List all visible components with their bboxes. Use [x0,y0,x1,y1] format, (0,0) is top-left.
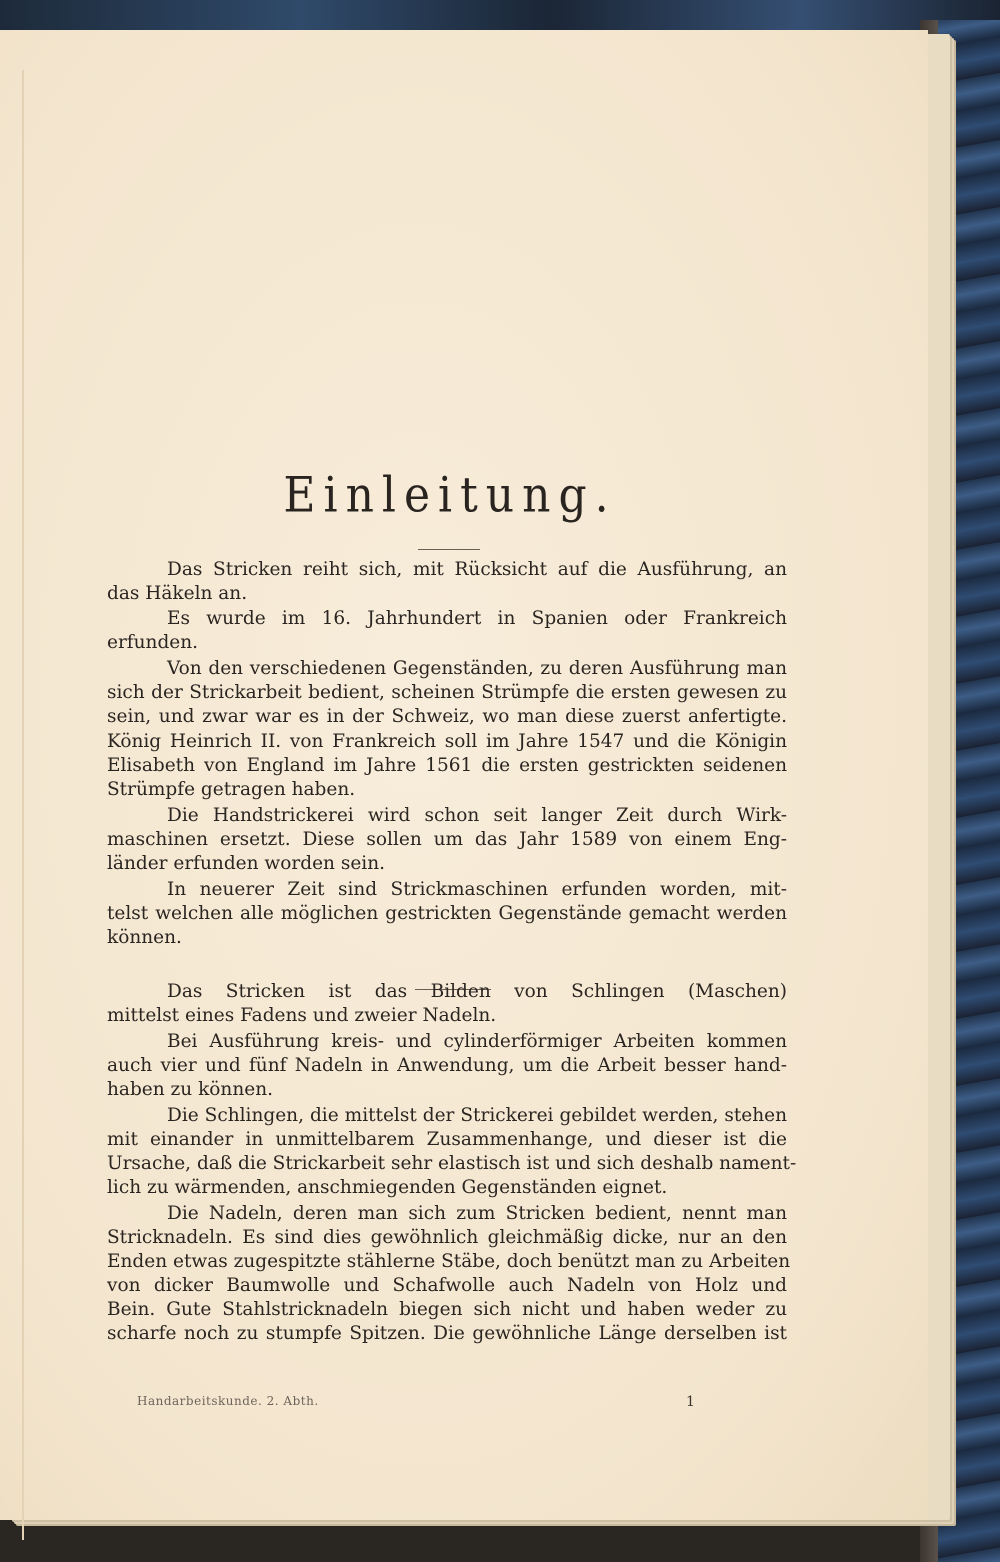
chapter-title: Einleitung. [283,467,617,524]
text-line: lich zu wärmenden, anschmiegenden Gegenständen eignet. [107,1177,668,1198]
text-line: sein, und zwar war es in der Schweiz, wo man diese zuerst anfertigte. [107,706,787,727]
text-line: Stricknadeln. Es sind dies gewöhnlich gleichmäßig dicke, nur an den [107,1227,787,1248]
text-line: telst welchen alle möglichen gestrickten Gegenstände gemacht werden [107,903,787,924]
text-line: Ursache, daß die Strickarbeit sehr elastisch ist und sich deshalb nament- [107,1153,797,1174]
text-line: sich der Strickarbeit bedient, scheinen Strümpfe die ersten gewesen zu [107,682,787,703]
text-line: haben zu können. [107,1079,273,1100]
text-line: Die Handstrickerei wird schon seit langer Zeit durch Wirk- [167,805,787,826]
text-line: länder erfunden worden sein. [107,853,385,874]
text-line: Die Schlingen, die mittelst der Strickerei gebildet werden, stehen [167,1105,787,1126]
signature-mark: Handarbeitskunde. 2. Abth. [137,1394,319,1408]
text-line: Das Stricken ist das Bilden von Schlingen (Maschen) [167,981,787,1002]
text-line: Die Nadeln, deren man sich zum Stricken bedient, nennt man [167,1203,787,1224]
text-line: auch vier und fünf Nadeln in Anwendung, um die Arbeit besser hand- [107,1055,787,1076]
text-line: Das Stricken reiht sich, mit Rücksicht auf die Ausführung, an [167,559,787,580]
page-number: 1 [686,1394,695,1410]
text-line: Enden etwas zugespitzte stählerne Stäbe, doch benützt man zu Arbeiten [107,1251,791,1272]
text-line: Von den verschiedenen Gegenständen, zu deren Ausführung man [167,658,787,679]
text-line: Es wurde im 16. Jahrhundert in Spanien oder Frankreich [167,608,787,629]
text-line: von dicker Baumwolle und Schafwolle auch Nadeln von Holz und [107,1275,787,1296]
text-line: mit einander in unmittelbarem Zusammenhange, und dieser ist die [107,1129,787,1150]
title-divider [418,549,480,550]
text-line: maschinen ersetzt. Diese sollen um das Jahr 1589 von einem Eng- [107,829,787,850]
text-line: Bein. Gute Stahlstricknadeln biegen sich nicht und haben weder zu [107,1299,787,1320]
text-line: Bei Ausführung kreis- und cylinderförmiger Arbeiten kommen [167,1031,787,1052]
text-line: König Heinrich II. von Frankreich soll im Jahre 1547 und die Königin [107,731,787,752]
text-line: In neuerer Zeit sind Strickmaschinen erfunden worden, mit- [167,879,787,900]
text-line: scharfe noch zu stumpfe Spitzen. Die gewöhnliche Länge derselben ist [107,1323,787,1344]
text-line: mittelst eines Fadens und zweier Nadeln. [107,1005,497,1026]
text-line: Strümpfe getragen haben. [107,779,356,800]
book-page [0,30,928,1520]
text-line: Elisabeth von England im Jahre 1561 die ersten gestrickten seidenen [107,755,787,776]
text-line: erfunden. [107,632,199,653]
text-line: das Häkeln an. [107,583,248,604]
page-gutter [22,70,24,1540]
text-line: können. [107,927,182,948]
